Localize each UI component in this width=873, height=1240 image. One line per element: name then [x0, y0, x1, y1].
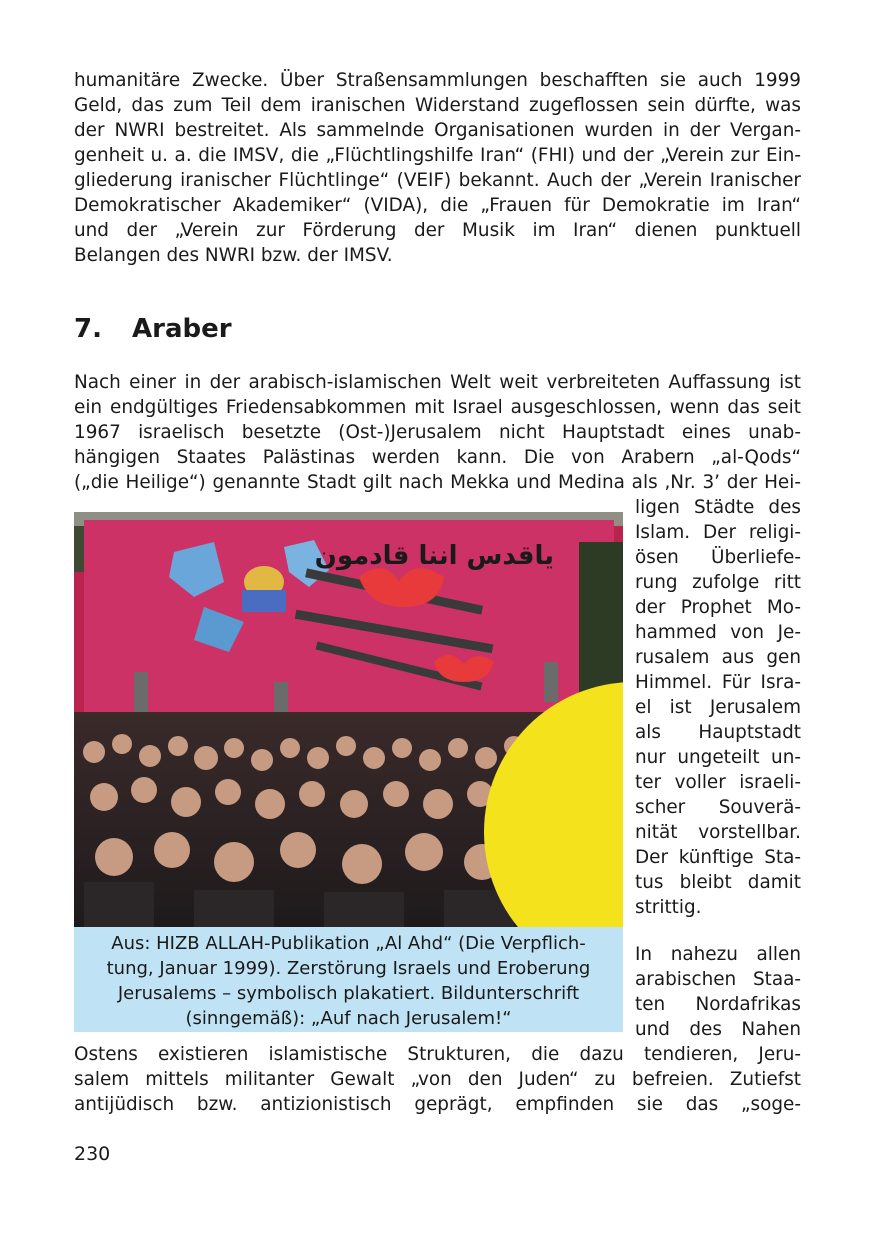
text-line: Belangen des NWRI bzw. der IMSV.	[74, 245, 393, 266]
section-number: 7.	[74, 314, 102, 344]
text-line: In nahezu allen	[635, 944, 801, 965]
side-column-text-2	[635, 942, 801, 1042]
text-line: als Hauptstadt	[635, 722, 801, 743]
text-line: hammed von Je-	[635, 622, 801, 643]
text-line: genheit u. a. die IMSV, die „Flüchtlingshilfe Iran“ (FHI) und der „Verein zur Ein-	[74, 145, 801, 166]
text-line: salem mittels militanter Gewalt „von den Juden“ zu befreien. Zutiefst	[74, 1069, 801, 1090]
banner-text: ياقدس اننا قادمون	[314, 541, 554, 571]
text-line: Geld, das zum Teil dem iranischen Widerstand zugeflossen sein dürfte, was	[74, 95, 801, 116]
text-line: antijüdisch bzw. antizionistisch geprägt, empfinden sie das „soge-	[74, 1094, 801, 1115]
section-paragraph	[74, 370, 801, 495]
text-line: und des Nahen	[635, 1019, 801, 1040]
intro-paragraph	[74, 68, 801, 268]
photo-caption	[74, 927, 623, 1032]
text-line: ligen Städte des	[635, 497, 801, 518]
text-line: strittig.	[635, 897, 702, 918]
text-line: Der künftige Sta-	[635, 847, 801, 868]
text-line: der Prophet Mo-	[635, 597, 801, 618]
text-line: Islam. Der religi-	[635, 522, 801, 543]
text-line: scher Souverä-	[635, 797, 801, 818]
caption-line: tung, Januar 1999). Zerstörung Israels und Eroberung	[106, 958, 591, 979]
text-line: der NWRI bestreitet. Als sammelnde Organisationen wurden in der Vergan-	[74, 120, 801, 141]
text-line: ter voller israeli-	[635, 772, 801, 793]
bottom-paragraph	[74, 1042, 801, 1117]
section-title: Araber	[132, 314, 232, 344]
text-line: tus bleibt damit	[635, 872, 801, 893]
caption-line: Jerusalems – symbolisch plakatiert. Bildunterschrift	[117, 983, 580, 1004]
text-line: („die Heilige“) genannte Stadt gilt nach Mekka und Medina als ‚Nr. 3’ der Hei-	[74, 472, 801, 493]
page-number: 230	[74, 1143, 111, 1165]
text-line: Demokratischer Akademiker“ (VIDA), die „Frauen für Demokratie im Iran“	[74, 195, 801, 216]
text-line: el ist Jerusalem	[635, 697, 801, 718]
caption-line: (sinngemäß): „Auf nach Jerusalem!“	[185, 1008, 512, 1029]
text-line: 1967 israelisch besetzte (Ost-)Jerusalem nicht Hauptstadt eines unab-	[74, 422, 801, 443]
text-line: hängigen Staates Palästinas werden kann. Die von Arabern „al-Qods“	[74, 447, 801, 468]
text-line: nur ungeteilt un-	[635, 747, 801, 768]
text-line: Ostens existieren islamistische Strukturen, die dazu tendieren, Jeru-	[74, 1044, 801, 1065]
text-line: gliederung iranischer Flüchtlinge“ (VEIF) bekannt. Auch der „Verein Iranischer	[74, 170, 801, 191]
text-line: nität vorstellbar.	[635, 822, 801, 843]
text-line: ein endgültiges Friedensabkommen mit Israel ausgeschlossen, wenn das seit	[74, 397, 801, 418]
section-heading	[74, 312, 232, 346]
hizb-allah-poster-photo	[74, 512, 623, 927]
text-line: Nach einer in der arabisch-islamischen Welt weit verbreiteten Auffassung ist	[74, 372, 801, 393]
text-line: humanitäre Zwecke. Über Straßensammlungen beschafften sie auch 1999	[74, 70, 801, 91]
text-line: Himmel. Für Isra-	[635, 672, 801, 693]
text-line: arabischen Staa-	[635, 969, 801, 990]
caption-line: Aus: HIZB ALLAH-Publikation „Al Ahd“ (Die Verpflich-	[111, 933, 586, 954]
text-line: ten Nordafrikas	[635, 994, 801, 1015]
text-line: rung zufolge ritt	[635, 572, 801, 593]
side-column-text	[635, 495, 801, 920]
text-line: ösen Überliefe-	[635, 547, 801, 568]
text-line: rusalem aus gen	[635, 647, 801, 668]
text-line: und der „Verein zur Förderung der Musik im Iran“ dienen punktuell	[74, 220, 801, 241]
